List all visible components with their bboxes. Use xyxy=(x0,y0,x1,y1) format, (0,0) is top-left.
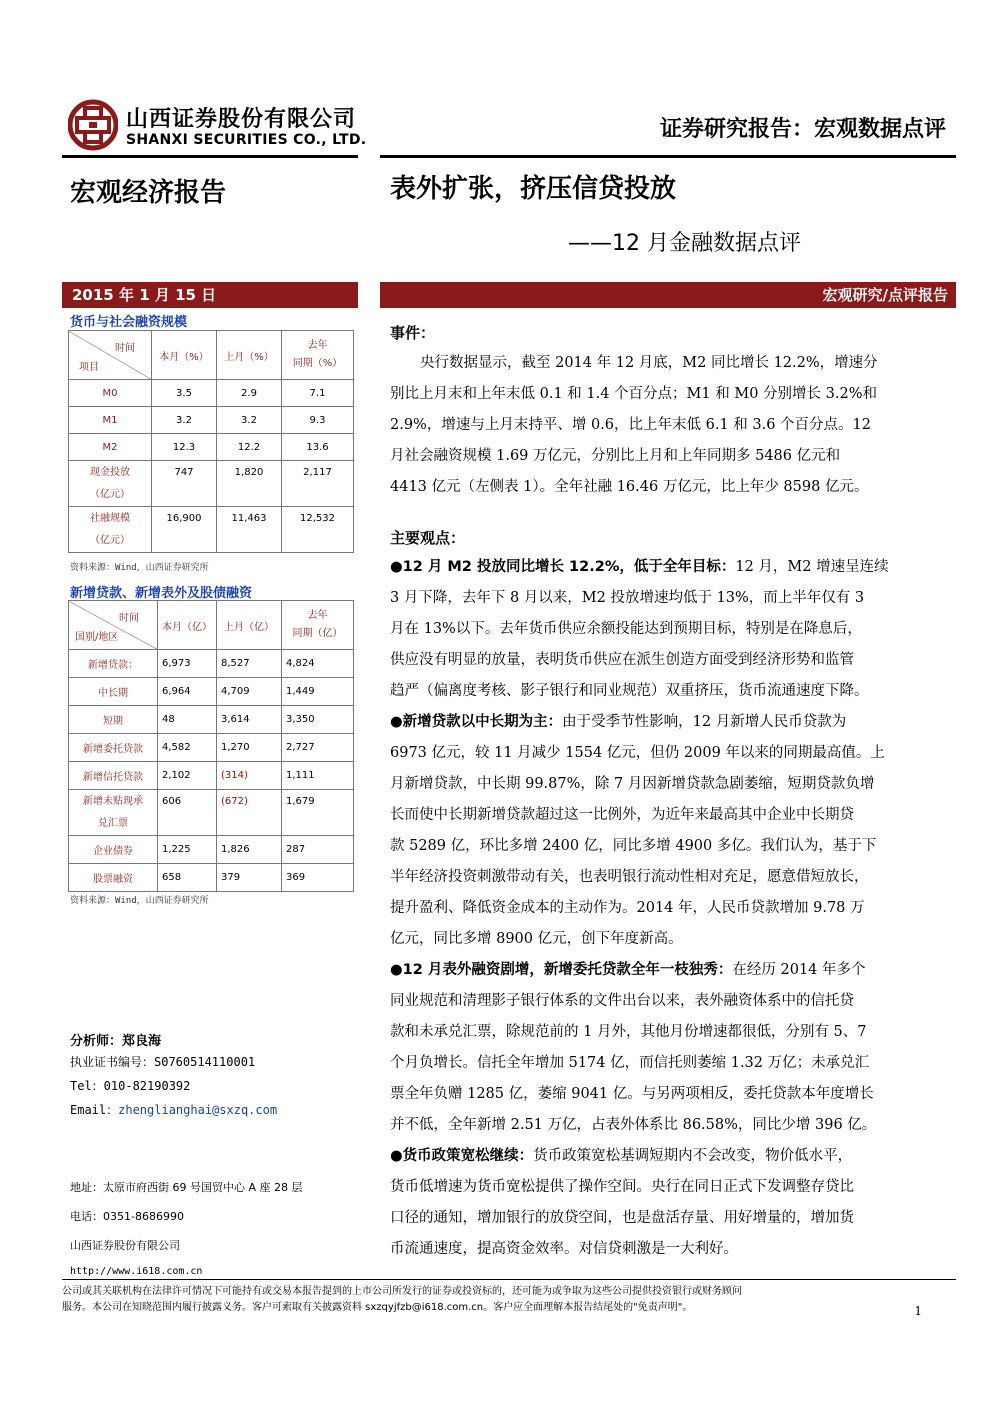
view-line: 同业规范和清理影子银行体系的文件出台以来，表外融资体系中的信托贷 xyxy=(390,993,854,1009)
event-paragraph xyxy=(390,348,948,503)
table-row xyxy=(69,650,354,678)
view-line: 提升盈利、降低资金成本的主动作为。2014 年，人民币贷款增加 9.78 万 xyxy=(390,900,865,916)
report-category: 宏观研究/点评报告 xyxy=(822,286,948,304)
event-line: 别比上月末和上年末低 0.1 和 1.4 个百分点；M1 和 M0 分别增长 3.2%和 xyxy=(390,386,877,402)
view-line: 趋严（偏离度考核、影子银行和同业规范）双重挤压，货币流通速度下降。 xyxy=(390,683,869,699)
views-heading: 主要观点： xyxy=(390,529,466,547)
table-cell: 658 xyxy=(158,864,217,892)
table-cell: 606 xyxy=(158,790,217,836)
view-line: 长而使中长期新增贷款超过这一比例外，为近年来最高其中企业中长期贷 xyxy=(390,807,854,823)
table-row xyxy=(69,407,354,434)
view-line: 币流通速度，提高资金效率。对信贷刺激是一大利好。 xyxy=(390,1241,738,1257)
col-header xyxy=(282,331,354,380)
table-cell: 11,463 xyxy=(217,507,282,553)
analyst-cert: 执业证书编号：S0760514110001 xyxy=(70,1055,256,1069)
row-label: M1 xyxy=(69,407,152,434)
view-line: 6973 亿元，较 11 月减少 1554 亿元，但仍 2009 年以来的同期最高值。上 xyxy=(390,745,885,761)
header-rule-right xyxy=(380,155,956,158)
table-cell: 3.5 xyxy=(152,380,217,407)
analyst-email-link[interactable]: zhenglianghai@sxzq.com xyxy=(118,1103,278,1117)
view-line: 个月负增长。信托全年增加 5174 亿，而信托则萎缩 1.32 万亿；未承兑汇 xyxy=(390,1055,870,1071)
report-date: 2015 年 1 月 15 日 xyxy=(72,286,217,304)
col-header-line2: 同期（亿） xyxy=(292,628,343,639)
event-line: 4413 亿元（左侧表 1）。全年社融 16.46 万亿元，比上年少 8598 亿元。 xyxy=(390,479,869,495)
table-row xyxy=(69,461,354,507)
email-label: Email： xyxy=(70,1103,119,1117)
corner-label-top: 时间 xyxy=(115,343,135,354)
col-header xyxy=(282,601,354,650)
table-cell-negative: (314) xyxy=(217,762,282,790)
view-line: 月新增贷款，中长期 99.87%，除 7 月因新增贷款急剧萎缩，短期贷款负增 xyxy=(390,776,875,792)
col-header: 本月（亿） xyxy=(158,601,217,650)
view-point-2 xyxy=(390,707,948,955)
table-row xyxy=(69,434,354,461)
analyst-tel: Tel：010-82190392 xyxy=(70,1079,191,1093)
view-line: 由于受季节性影响，12 月新增人民币贷款为 xyxy=(562,714,847,730)
table2-title: 新增贷款、新增表外及股债融资 xyxy=(70,586,253,601)
table-cell: 3,614 xyxy=(217,706,282,734)
view-1-heading: ●12 月 M2 投放同比增长 12.2%，低于全年目标： xyxy=(390,559,736,575)
row-label: M2 xyxy=(69,434,152,461)
row-label: 股票融资 xyxy=(69,864,158,892)
company-url-link[interactable]: http://www.i618.com.cn xyxy=(70,1266,203,1277)
row-label: 新增贷款： xyxy=(69,650,158,678)
table-cell: 1,826 xyxy=(217,836,282,864)
view-line: 款 5289 亿，环比多增 2400 亿，同比多增 4900 多亿。我们认为，基于下 xyxy=(390,838,877,854)
view-3-heading: ●12 月表外融资剧增，新增委托贷款全年一枝独秀： xyxy=(390,962,733,978)
header-rule-left xyxy=(62,155,358,158)
page-number: 1 xyxy=(914,1304,922,1318)
table-cell: 1,449 xyxy=(282,678,354,706)
corner-label-bottom: 项目 xyxy=(79,362,99,373)
event-heading: 事件： xyxy=(390,324,436,342)
table-cell: 379 xyxy=(217,864,282,892)
table-row xyxy=(69,864,354,892)
table-row xyxy=(69,734,354,762)
disclaimer-footer xyxy=(62,1284,922,1316)
analyst-title: 分析师：郑良海 xyxy=(70,1034,162,1049)
table2-source: 资料来源：Wind，山西证券研究所 xyxy=(70,896,209,906)
table-cell: 3.2 xyxy=(152,407,217,434)
table-cell: 4,582 xyxy=(158,734,217,762)
table1-source: 资料来源：Wind，山西证券研究所 xyxy=(70,563,209,573)
corner-label-bottom: 国别/地区 xyxy=(75,632,119,643)
table-cell: 2.9 xyxy=(217,380,282,407)
view-line: 票全年负赠 1285 亿，萎缩 9041 亿。与另两项相反，委托贷款本年度增长 xyxy=(390,1086,874,1102)
row-label xyxy=(69,507,152,553)
event-line: 月社会融资规模 1.69 万亿元，分别比上月和上年同期多 5486 亿元和 xyxy=(390,448,841,464)
event-line: 央行数据显示，截至 2014 年 12 月底，M2 同比增长 12.2%，增速分 xyxy=(420,355,878,371)
table-cell: 3,350 xyxy=(282,706,354,734)
table-cell: 6,964 xyxy=(158,678,217,706)
logo-emblem-icon xyxy=(68,96,118,154)
table-cell: 1,111 xyxy=(282,762,354,790)
view-line: 12 月，M2 增速呈连续 xyxy=(735,559,889,575)
footer-rule xyxy=(62,1279,956,1280)
table-row xyxy=(69,762,354,790)
row-label: 短期 xyxy=(69,706,158,734)
table-cell: 13.6 xyxy=(282,434,354,461)
row-label: 中长期 xyxy=(69,678,158,706)
table-cell: 287 xyxy=(282,836,354,864)
disclaimer-line: 服务。本公司在知晓范围内履行披露义务。客户可索取有关披露资料 sxzqyjfzb@i618.com.cn。客户应全面理解本报告结尾处的"免责声明"。 xyxy=(62,1302,693,1313)
table-cell: 9.3 xyxy=(282,407,354,434)
date-bar xyxy=(62,282,358,308)
row-label-line2: （亿元） xyxy=(90,534,130,546)
event-line: 2.9%，增速与上月末持平、增 0.6，比上年末低 6.1 和 3.6 个百分点。12 xyxy=(390,417,872,433)
view-point-4 xyxy=(390,1141,948,1265)
view-line: 货币政策宽松基调短期内不会改变，物价低水平， xyxy=(533,1148,853,1164)
col-header: 上月（%） xyxy=(217,331,282,380)
col-header: 本月（%） xyxy=(152,331,217,380)
row-label: 企业债券 xyxy=(69,836,158,864)
table-corner-cell xyxy=(69,601,158,650)
table-cell: 12.2 xyxy=(217,434,282,461)
category-bar xyxy=(380,282,956,308)
table-cell: 12,532 xyxy=(282,507,354,553)
table-cell: 4,709 xyxy=(217,678,282,706)
table-header-row xyxy=(69,601,354,650)
table-cell: 747 xyxy=(152,461,217,507)
row-label: 新增信托贷款 xyxy=(69,762,158,790)
table1-title: 货币与社会融资规模 xyxy=(70,315,188,330)
view-line: 款和未承兑汇票，除规范前的 1 月外，其他月份增速都很低，分别有 5、7 xyxy=(390,1024,867,1040)
table-cell: 2,727 xyxy=(282,734,354,762)
row-label-line1: 社融规模 xyxy=(90,512,130,524)
report-type: 证券研究报告：宏观数据点评 xyxy=(659,117,946,142)
table-cell: 2,102 xyxy=(158,762,217,790)
table-row xyxy=(69,380,354,407)
table-cell: 12.3 xyxy=(152,434,217,461)
table-row xyxy=(69,836,354,864)
table-cell: 48 xyxy=(158,706,217,734)
view-line: 货币低增速为货币宽松提供了操作空间。央行在同日正式下发调整存贷比 xyxy=(390,1179,854,1195)
table-corner-cell xyxy=(69,331,152,380)
row-label xyxy=(69,461,152,507)
loans-table xyxy=(68,600,354,892)
row-label: M0 xyxy=(69,380,152,407)
table-row xyxy=(69,678,354,706)
table-cell: 16,900 xyxy=(152,507,217,553)
report-subtitle: ——12 月金融数据点评 xyxy=(568,231,801,256)
company-address: 地址：太原市府西街 69 号国贸中心 A 座 28 层 xyxy=(70,1181,303,1194)
view-point-3 xyxy=(390,955,948,1141)
col-header-line1: 去年 xyxy=(307,340,328,351)
table-cell: 3.2 xyxy=(217,407,282,434)
view-line: 3 月下降，去年下 8 月以来，M2 投放增速均低于 13%，而上半年仅有 3 xyxy=(390,590,865,606)
table-header-row xyxy=(69,331,354,380)
view-4-heading: ●货币政策宽松继续： xyxy=(390,1148,534,1164)
table-cell: 369 xyxy=(282,864,354,892)
row-label-line2: 兑汇票 xyxy=(98,817,128,829)
table-cell-negative: (672) xyxy=(217,790,282,836)
view-line: 亿元，同比多增 8900 亿元，创下年度新高。 xyxy=(390,931,683,947)
table-row xyxy=(69,507,354,553)
table-cell: 8,527 xyxy=(217,650,282,678)
company-logo xyxy=(68,96,118,154)
col-header-line2: 同期（%） xyxy=(292,358,343,369)
table-cell: 6,973 xyxy=(158,650,217,678)
report-title: 表外扩张，挤压信贷投放 xyxy=(390,174,677,204)
table-cell: 1,225 xyxy=(158,836,217,864)
row-label xyxy=(69,790,158,836)
company-name-cn: 山西证券股份有限公司 xyxy=(126,107,357,132)
table-cell: 4,824 xyxy=(282,650,354,678)
disclaimer-line: 公司或其关联机构在法律许可情况下可能持有或交易本报告提到的上市公司所发行的证券或投资标的，还可能为或争取为这些公司提供投资银行或财务顾问 xyxy=(62,1286,742,1297)
table-cell: 1,820 xyxy=(217,461,282,507)
row-label-line2: （亿元） xyxy=(90,488,130,500)
section-title: 宏观经济报告 xyxy=(70,178,227,208)
table-cell: 2,117 xyxy=(282,461,354,507)
view-line: 半年经济投资刺激带动有关，也表明银行流动性相对充足，愿意借短放长， xyxy=(390,869,869,885)
view-line: 月在 13%以下。去年货币供应余额投能达到预期目标，特别是在降息后， xyxy=(390,621,862,637)
table-cell: 7.1 xyxy=(282,380,354,407)
corner-label-top: 时间 xyxy=(119,613,139,624)
view-line: 在经历 2014 年多个 xyxy=(732,962,866,978)
money-supply-table xyxy=(68,330,354,553)
row-label-line1: 新增未贴现承 xyxy=(83,795,143,807)
view-line: 并不低，全年新增 2.51 万亿，占表外体系比 86.58%，同比少增 396 亿。 xyxy=(390,1117,877,1133)
table-row xyxy=(69,706,354,734)
view-line: 口径的通知，增加银行的放贷空间，也是盘活存量、用好增量的，增加货 xyxy=(390,1210,854,1226)
company-phone: 电话：0351-8686990 xyxy=(70,1210,184,1223)
row-label-line1: 现金投放 xyxy=(90,466,130,478)
table-cell: 1,270 xyxy=(217,734,282,762)
view-2-heading: ●新增贷款以中长期为主： xyxy=(390,714,563,730)
views-body xyxy=(390,552,948,1265)
company-name-footer: 山西证券股份有限公司 xyxy=(70,1239,180,1252)
col-header-line1: 去年 xyxy=(307,610,328,621)
company-name-en: SHANXI SECURITIES CO., LTD. xyxy=(126,132,367,148)
analyst-email-row xyxy=(70,1101,277,1118)
table-row xyxy=(69,790,354,836)
row-label: 新增委托贷款 xyxy=(69,734,158,762)
view-line: 供应没有明显的放量，表明货币供应在派生创造方面受到经济形势和监管 xyxy=(390,652,854,668)
col-header: 上月（亿） xyxy=(217,601,282,650)
view-point-1 xyxy=(390,552,948,707)
table-cell: 1,679 xyxy=(282,790,354,836)
